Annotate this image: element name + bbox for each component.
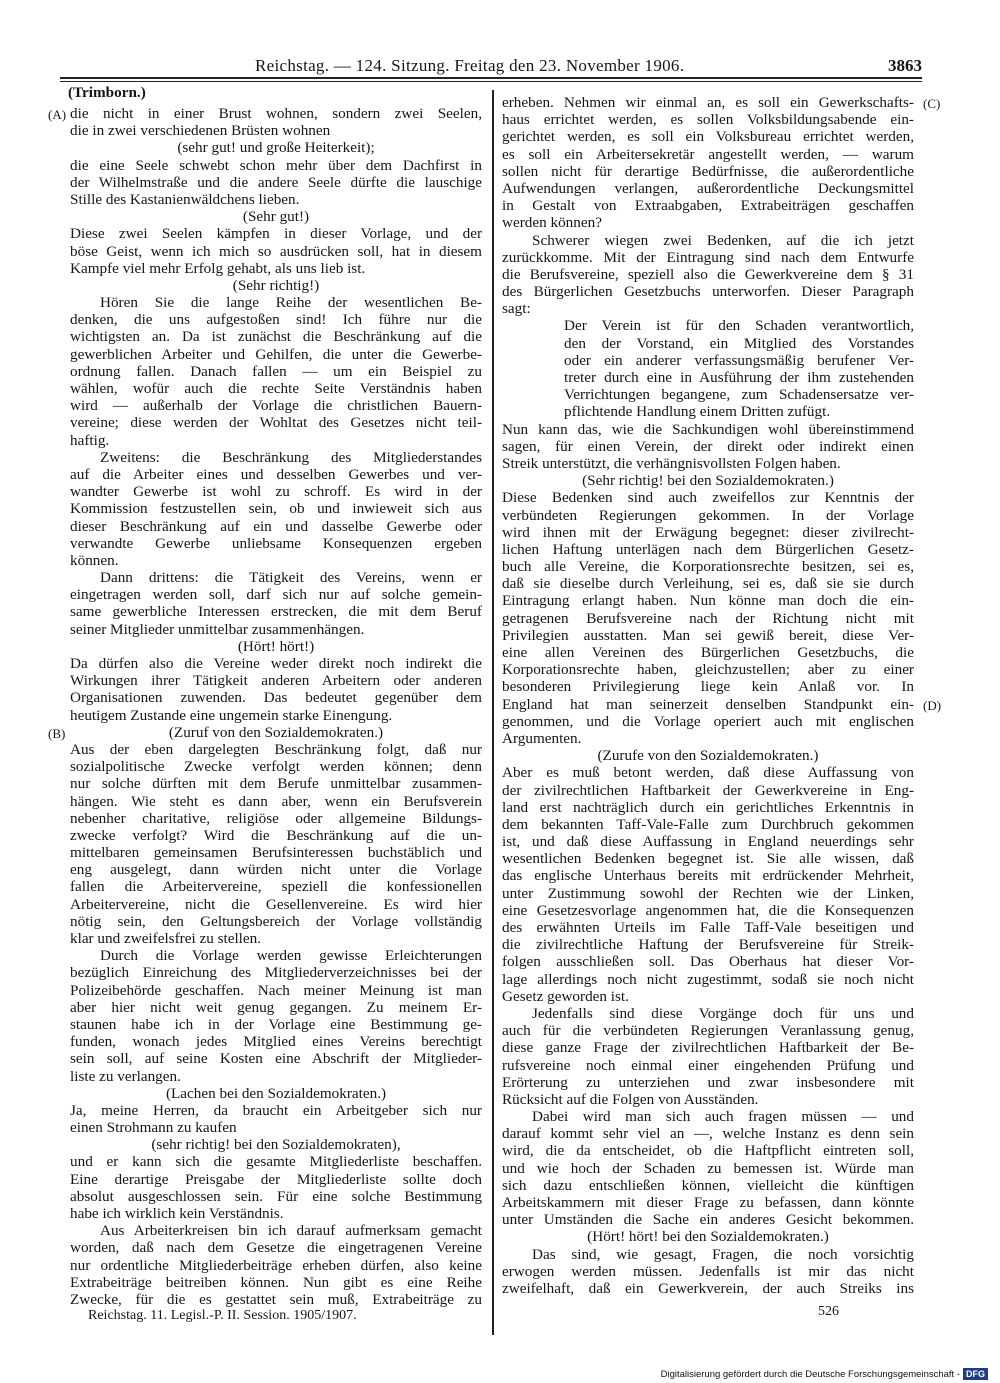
text-line: die nicht in einer Brust wohnen, sondern zwei Seelen, [70, 105, 482, 122]
text-line: Organisationen zuwenden. Das bedeutet gegenüber dem [70, 689, 482, 707]
text-line: dem bekannten Taff-Vale-Falle zum Durchbruch gekommen [502, 815, 914, 833]
text-line: Aus der eben dargelegten Beschränkung folgt, daß nur [70, 740, 482, 758]
funding-credit [661, 1368, 988, 1380]
text-line: Aber es muß betont werden, daß diese Auffassung von [502, 764, 914, 782]
text-line: Korporationsrechte haben, gleichzustellen; aber zu einer [502, 661, 914, 679]
text-line: treter durch eine in Ausführung der ihm zustehenden [564, 369, 914, 386]
dfg-logo: DFG [963, 1368, 988, 1380]
header-rule [60, 77, 922, 79]
text-line: zwecke verfolgt? Wird die Beschränkung auf die un- [70, 826, 482, 844]
text-line: land erst nachträglich durch ein gerichtliches Erkenntnis in [502, 798, 914, 816]
text-line: rufsvereine noch einmal einer eingehenden Prüfung und [502, 1056, 914, 1074]
text-line: diese ganze Frage der zivilrechtlichen Haftbarkeit der Be- [502, 1039, 914, 1057]
text-line: böse Geist, wenn ich mich so ausdrücken soll, hat in diesem [70, 242, 482, 260]
text-line: staunen habe ich in der Vorlage eine Bestimmung ge- [70, 1015, 482, 1033]
interjection-line: (Sehr gut!) [242, 208, 310, 226]
text-line: eine allen Vereinen des Bürgerlichen Gesetzbuchs, die [502, 644, 914, 661]
text-line: same gewerbliche Interessen erstrecken, die mit dem Beruf [70, 603, 482, 621]
text-line: erwogen werden müssen. Jedenfalls ist mir das nicht [502, 1262, 914, 1280]
text-line: folgen ausschließen soll. Das Oberhaus hat dieser Vor- [502, 953, 914, 971]
page-number: 3863 [888, 56, 922, 75]
text-line: Diese Bedenken sind auch zweifellos zur Kenntnis der [502, 489, 914, 507]
text-line: haftig. [70, 431, 110, 449]
text-line: lage allerdings noch nicht zugestimmt, sodaß sie noch nicht [502, 970, 914, 988]
text-line: unter Zustimmung sowohl der Rechten wie der Linken, [502, 884, 914, 902]
text-line: unter Umständen die Sache ein anderes Gesicht bekommen. [502, 1211, 914, 1229]
text-line: zweifelhaft, daß ein Gewerkverein, der auch Streiks ins [502, 1279, 914, 1297]
text-line: Ja, meine Herren, da braucht ein Arbeitgeber sich nur [70, 1101, 482, 1119]
text-line: absolut ausgeschlossen sein. Für eine solche Bestimmung [70, 1187, 482, 1205]
text-line: die Berufsvereine, speziell also die Gewerkvereine dem § 31 [502, 265, 914, 283]
text-line: worden, daß nach dem Gesetze die eingetragenen Vereine [70, 1239, 482, 1257]
interjection-line: (Lachen bei den Sozialdemokraten.) [165, 1084, 387, 1102]
text-line: sagen, für einen Verein, der direkt oder indirekt einen [502, 437, 914, 455]
text-line: der Wilhelmstraße und die andere Seele dürfte die lauschige [70, 173, 482, 191]
text-line: sein soll, auf seine Kosten eine Abschrift der Mitglieder- [70, 1050, 482, 1068]
text-line: Arbeitskammern mit dieser Frage zu befassen, dann könnte [502, 1194, 914, 1211]
interjection-line: (Hört! hört! bei den Sozialdemokraten.) [587, 1228, 829, 1246]
interjection-line: (sehr gut! und große Heiterkeit); [177, 139, 375, 157]
text-line: liste zu verlangen. [70, 1067, 181, 1085]
text-line: dieser Beschränkung auf ein und dasselbe Gewerbe oder [70, 517, 482, 535]
text-line: des erwähnten Urteils im Falle Taff-Vale beseitigen und [502, 919, 914, 936]
funding-note: Digitalisierung gefördert durch die Deutsche Forschungsgemeinschaft - [660, 1368, 960, 1380]
text-line: klar und zweifelsfrei zu stellen. [70, 930, 262, 947]
text-line: das englische Unterhaus bereits mit erdrückender Mehrheit, [502, 867, 914, 885]
text-line: Streik unterstützt, die verhängnisvollsten Folgen haben. [502, 454, 841, 472]
text-line: auch für die verbündeten Regierungen Veranlassung genug, [502, 1022, 914, 1040]
text-line: ordnung fallen. Danach fallen — um ein Beispiel zu [70, 362, 482, 380]
text-line: Zweitens: die Beschränkung des Mitgliederstandes [100, 448, 482, 466]
text-line: Rücksicht auf die Folgen von Ausständen. [502, 1090, 759, 1108]
text-line: mittelbaren gemeinsamen Berufsinteressen buchstäblich und [70, 844, 482, 862]
text-line: Arbeitervereine, nicht die Gesellenvereine. Es wird hier [70, 895, 482, 913]
text-line: Dabei wird man sich auch fragen müssen — und [532, 1108, 914, 1126]
margin-marker-d: (D) [923, 698, 942, 713]
text-line: Aufwendungen verlangen, außerordentliche Deckungsmittel [502, 179, 914, 197]
text-line: Hören Sie die lange Reihe der wesentlichen Be- [100, 294, 482, 312]
interjection-line: (Zuruf von den Sozialdemokraten.) [168, 723, 384, 741]
text-line: habe ich wirklich kein Verständnis. [70, 1205, 284, 1222]
text-line: eng ausgelegt, dann würden nicht unter die Vorlage [70, 861, 482, 879]
text-line: eingetragen werden soll, darf sich nur auf solche gemein- [70, 586, 482, 604]
text-line: Stille des Kastanienwäldchens lieben. [70, 190, 300, 208]
text-line: wird — außerhalb der Vorlage die christlichen Bauern- [70, 397, 482, 415]
speaker-name: (Trimborn.) [68, 84, 146, 101]
header-title: Reichstag. — 124. Sitzung. Freitag den 23. November 1906. [255, 56, 685, 75]
text-line: ist, und daß diese Auffassung in England neuerdings sehr [502, 833, 914, 851]
margin-marker-b: (B) [48, 726, 66, 741]
text-line: Zwecke, für die es gestattet sein muß, Extrabeiträge zu [70, 1290, 482, 1308]
text-line: können. [70, 551, 119, 569]
text-line: die eine Seele schwebt schon mehr über dem Dachfirst in [70, 156, 482, 174]
text-line: in Gestalt von Extraabgaben, Extrabeiträgen geschaffen [502, 197, 914, 215]
text-line: funden, wonach jedes Mitglied eines Vereins berechtigt [70, 1033, 482, 1051]
text-line: daß sie dieselbe durch Verleihung, sei es, daß sie sie durch [502, 575, 914, 593]
text-line: und wie hoch der Schaden zu bemessen ist. Würde man [502, 1159, 914, 1177]
text-line: Diese zwei Seelen kämpfen in dieser Vorlage, und der [70, 225, 482, 243]
text-line: Kampfe viel mehr Erfolg gehabt, als uns lieb ist. [70, 259, 366, 277]
text-line: vereine; diese werden der Wohltat des Gesetzes nicht teil- [70, 414, 482, 432]
text-line: der zivilrechtlichen Haftbarkeit der Gewerkvereine in Eng- [502, 781, 914, 799]
text-line: verwandte Gewerbe unliebsame Konsequenzen ergeben [70, 534, 482, 552]
column-divider [492, 90, 494, 1335]
text-line: gerichtet werden, es soll ein Volksbureau errichtet werden, [502, 128, 914, 146]
text-line: nötig sein, den Geltungsbereich der Vorlage vollständig [70, 912, 482, 930]
text-line: fallen die Arbeitervereine, speziell die konfessionellen [70, 878, 482, 896]
text-line: verbündeten Regierungen gekommen. In der Vorlage [502, 506, 914, 524]
text-line: nur ordentliche Mitgliederbeiträge erheben dürfen, also keine [70, 1256, 482, 1274]
text-line: Gesetz geworden ist. [502, 987, 629, 1005]
text-line: Extrabeiträge beitreiben können. Nun gibt es eine Reihe [70, 1273, 482, 1291]
text-line: des Bürgerlichen Gesetzbuchs unterworfen. Dieser Paragraph [502, 283, 914, 301]
footer-session: Reichstag. 11. Legisl.-P. II. Session. 1905/1907. [88, 1308, 357, 1323]
interjection-line: (Hört! hört!) [237, 637, 315, 655]
text-line: Wirkungen ihrer Tätigkeit anderen Arbeitern oder anderen [70, 672, 482, 690]
text-line: Aus Arbeiterkreisen bin ich darauf aufmerksam gemacht [100, 1222, 482, 1240]
interjection-line: (Zurufe von den Sozialdemokraten.) [597, 747, 819, 765]
text-line: seiner Mitglieder unmittelbar zusammenhängen. [70, 620, 365, 638]
text-line: Schwerer wiegen zwei Bedenken, auf die ich jetzt [532, 231, 914, 249]
text-line: zurückkomme. Mit der Eintragung sind nach dem Entwurfe [502, 248, 914, 266]
text-line: Kommission festzustellen sein, ob und inwieweit sich aus [70, 500, 482, 518]
text-line: wesentlichen Bedenken begegnet ist. Sie alle wissen, daß [502, 850, 914, 868]
text-line: sagt: [502, 300, 531, 318]
text-line: gewerblichen Arbeiter und Gehilfen, die unter die Gewerbe- [70, 345, 482, 363]
running-header [60, 56, 922, 76]
text-line: haus errichtet werden, es sollen Volksbildungsabende ein- [502, 111, 914, 129]
text-line: England hat man seinerzeit denselben Standpunkt ein- [502, 695, 914, 713]
text-line: Nun kann das, wie die Sachkundigen wohl übereinstimmend [502, 420, 914, 438]
text-line: auf die Arbeiter eines und desselben Gewerbes und ver- [70, 465, 482, 483]
text-line: die in zwei verschiedenen Brüsten wohnen [70, 122, 331, 140]
text-line: und er kann sich die gesamte Mitgliederliste beschaffen. [70, 1153, 482, 1171]
text-line: denken, die uns aufgestoßen sind! Ich führe nur die [70, 311, 482, 329]
interjection-line: (sehr richtig! bei den Sozialdemokraten), [151, 1136, 401, 1154]
margin-marker-a: (A) [48, 107, 67, 122]
text-line: darauf kommt sehr viel an —, welche Instanz es denn sein [502, 1125, 914, 1143]
text-line: sich dazu entschließen können, vielleicht die künftigen [502, 1176, 914, 1194]
text-line: die zivilrechtliche Haftung der Berufsvereine für Streik- [502, 936, 914, 954]
text-line: werden können? [502, 214, 602, 232]
text-line: Erörterung zu unterziehen und zwar insbesondere mit [502, 1073, 914, 1091]
margin-marker-c: (C) [923, 96, 941, 111]
text-line: Da dürfen also die Vereine weder direkt noch indirekt die [70, 655, 482, 672]
text-line: aber hier nicht weit genug gegangen. Zu meinem Er- [70, 998, 482, 1016]
text-line: buch alle Vereine, die Korporationsrechte besitzen, sei es, [502, 558, 914, 576]
text-line: hängen. Wie steht es dann aber, wenn ein Berufsverein [70, 792, 482, 810]
text-line: Verrichtungen begangene, zum Schadensersatze ver- [564, 386, 914, 404]
text-line: heutigem Zustande eine ungemein starke Einengung. [70, 706, 393, 724]
text-line: bezüglich Einreichung des Mitgliederverzeichnisses bei der [70, 964, 482, 982]
header-rule-thin [60, 81, 922, 82]
interjection-line: (Sehr richtig! bei den Sozialdemokraten.) [582, 472, 834, 490]
text-line: wird ihnen mit der Erwägung begegnet: dieser zivilrecht- [502, 523, 914, 541]
text-line: pflichtende Handlung einem Dritten zufügt. [564, 403, 831, 421]
text-line: eine Gesetzesvorlage angenommen hat, die die Konsequenzen [502, 901, 914, 919]
text-line: Argumenten. [502, 729, 582, 747]
text-line: sollen nicht für derartige Bedürfnisse, die außerordentliche [502, 162, 914, 180]
text-line: Eintragung erlangt haben. Nun könne man doch die ein- [502, 592, 914, 610]
text-line: Eine derartige Preisgabe der Mitgliederliste sollte doch [70, 1170, 482, 1188]
text-line: den der Vorstand, ein Mitglied des Vorstandes [564, 334, 914, 352]
text-line: Dann drittens: die Tätigkeit des Vereins, wenn er [100, 569, 482, 587]
text-line: Privilegien ausstatten. Man sei gewiß bereit, diese Ver- [502, 626, 914, 644]
text-line: Polizeibehörde geschaffen. Nach meiner Meinung ist man [70, 981, 482, 999]
text-line: wird, die da entscheidet, ob die Haftpflicht eintreten soll, [502, 1142, 914, 1160]
text-line: Jedenfalls sind diese Vorgänge doch für uns und [532, 1004, 914, 1022]
footer-sheet-number: 526 [818, 1304, 839, 1319]
text-line: nur solche dürften mit dem Berufe unmittelbar zusammen- [70, 775, 482, 793]
right-column [502, 94, 914, 1297]
interjection-line: (Sehr richtig!) [232, 276, 320, 294]
text-line: besonderen Privilegierung liege kein Anlaß vor. In [502, 678, 914, 696]
text-line: nebenher charitative, religiöse oder allgemeine Bildungs- [70, 809, 482, 827]
text-line: oder ein anderer verfassungsmäßig berufener Ver- [564, 351, 914, 369]
text-line: genommen, und die Vorlage operiert auch mit englischen [502, 712, 914, 730]
text-line: wählen, wofür auch die rechte Seite Verständnis haben [70, 380, 482, 397]
text-line: erheben. Nehmen wir einmal an, es soll ein Gewerkschafts- [502, 94, 914, 111]
text-line: sozialpolitische Zwecke verfolgt werden können; denn [70, 758, 482, 776]
text-line: einen Strohmann zu kaufen [70, 1119, 237, 1137]
text-line: Durch die Vorlage werden gewisse Erleichterungen [100, 947, 482, 965]
text-line: es soll ein Arbeitersekretär angestellt werden, — warum [502, 145, 914, 163]
text-line: wichtigsten an. Da ist zunächst die Beschränkung auf die [70, 328, 482, 346]
text-line: getragenen Berufsvereine nach der Richtung nicht mit [502, 609, 914, 627]
text-line: Der Verein ist für den Schaden verantwortlich, [564, 317, 914, 335]
left-column [70, 105, 482, 1308]
text-line: Das sind, wie gesagt, Fragen, die noch vorsichtig [532, 1245, 914, 1263]
text-line: wandter Gewerbe ist wohl zu schroff. Es wird in der [70, 483, 482, 501]
text-line: lichen Haftung unterlägen nach dem Bürgerlichen Gesetz- [502, 540, 914, 558]
